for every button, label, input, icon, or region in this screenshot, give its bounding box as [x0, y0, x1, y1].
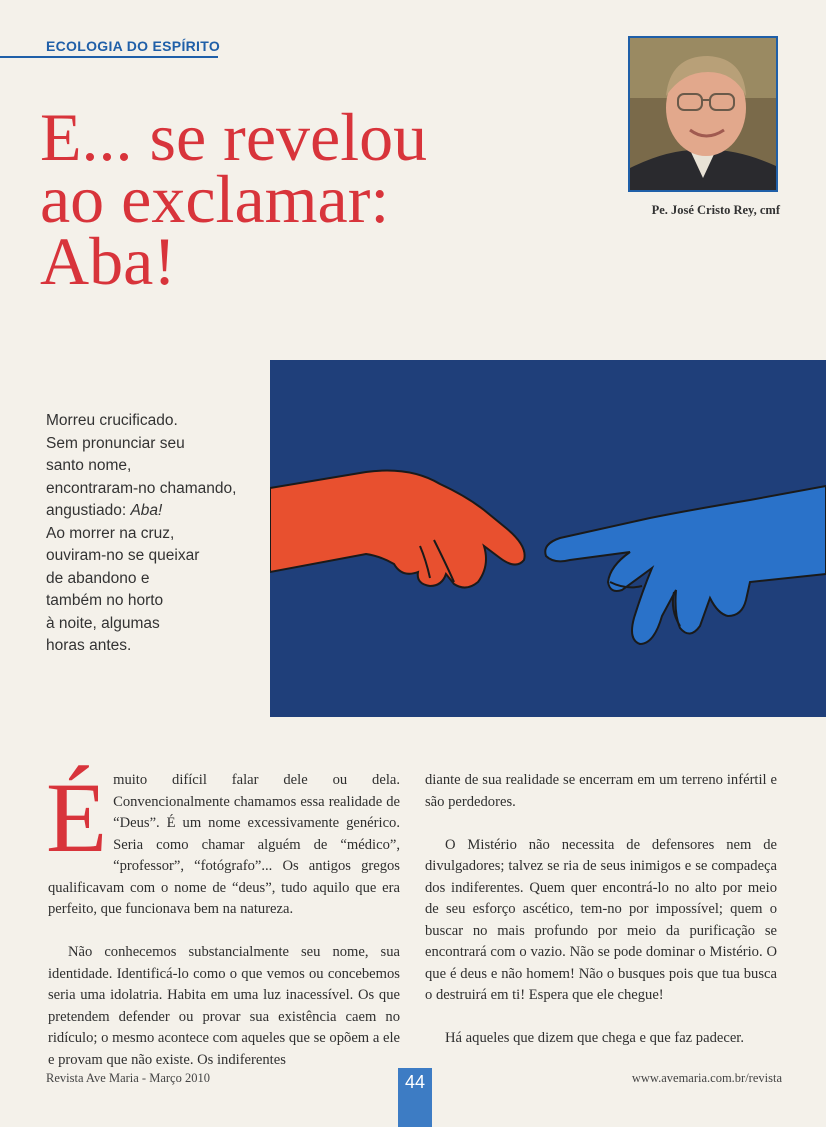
poem-line: angustiado: — [46, 502, 131, 519]
author-photo — [628, 36, 778, 192]
footer-publication: Revista Ave Maria - Março 2010 — [46, 1071, 210, 1085]
title-line: ao exclamar: — [40, 161, 390, 237]
section-label: ECOLOGIA DO ESPÍRITO — [46, 38, 221, 54]
paragraph: Há aqueles que dizem que chega e que faz padecer. — [445, 1030, 745, 1046]
paragraph: O Mistério não necessita de defensores nem de divulgadores; talvez se ria de seus inimigos e se compadeça dos indiferentes. Quem quer encontrá-lo no alto por meio de seu esforço ascético, tem-no por impossível; quem o buscar no mais profundo por meio da purificação se encontrará com o vazio. Não se pode dominar o Mistério. O que é deus e não homem! Não o busques pois que tua busca o destruirá em ti! Espera que ele chegue! — [425, 836, 777, 1003]
poem-line: horas antes. — [46, 637, 132, 654]
title-line: E... se revelou — [40, 99, 428, 175]
paragraph-intro — [46, 762, 400, 921]
poem-line: também no horto — [46, 592, 164, 609]
dropcap: É — [46, 762, 108, 873]
paragraph: Não conhecemos substancialmente seu nome, sua identidade. Identificá-lo como o que vemos ou concebemos seria uma idolatria. Habita em uma luz inacessível. Os que pretendem defender ou provar sua existência caem no ridículo; o mesmo acontece com aqueles que se opõem a ele e provam que não existe. Os indiferentes — [48, 944, 400, 1068]
poem-line: encontraram-no chamando, — [46, 479, 237, 497]
poem-line-with-emphasis — [46, 500, 266, 523]
author-name: Pe. José Cristo Rey, cmf — [651, 203, 780, 217]
title-line: Aba! — [40, 223, 176, 299]
paragraph-text: muito difícil falar dele ou dela. Convencionalmente chamamos essa realidade de “Deus”. É um nome excessivamente genérico. Seria como chamar alguém de “médico”, “professor”, “fotógrafo”... Os antigos gregos qualificavam com o nome de “deus”, tudo aquilo que era perfeito, que funcionava bem na natureza. — [48, 772, 400, 917]
poem-line: ouviram-no se queixar — [46, 547, 200, 564]
poem — [46, 410, 266, 658]
page-number: 44 — [398, 1068, 432, 1127]
poem-line: santo nome, — [46, 457, 132, 474]
section-rule — [0, 56, 218, 58]
poem-emphasis: Aba! — [130, 502, 163, 519]
paragraph: diante de sua realidade se encerram em um terreno infértil e são perdedores. — [425, 772, 777, 810]
hands-illustration — [270, 360, 826, 717]
poem-line: Morreu crucificado. — [46, 412, 178, 429]
article-column-right — [425, 770, 777, 1071]
poem-line: à noite, algumas — [46, 614, 160, 632]
poem-line: Ao morrer na cruz, — [46, 524, 175, 542]
poem-line: de abandono e — [46, 569, 150, 587]
footer-website[interactable]: www.avemaria.com.br/revista — [631, 1071, 782, 1085]
article-column-left — [46, 762, 400, 1093]
poem-line: Sem pronunciar seu — [46, 434, 185, 452]
article-title — [40, 99, 600, 299]
